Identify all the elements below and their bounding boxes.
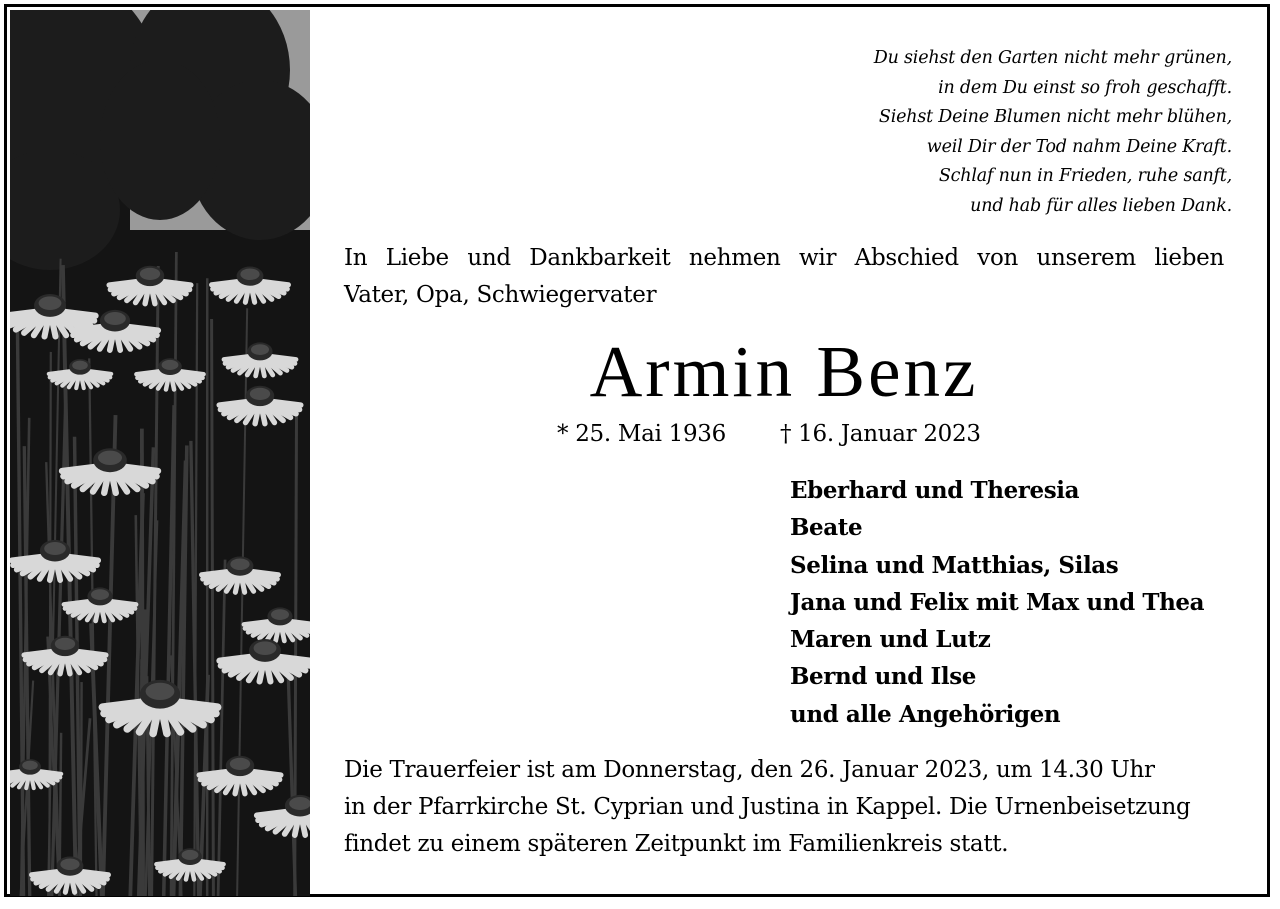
intro-line: In Liebe und Dankbarkeit nehmen wir Abschied von unserem lieben (344, 245, 1224, 271)
poem-line: weil Dir der Tod nahm Deine Kraft. (926, 136, 1232, 157)
birth-date: * 25. Mai 1936 (557, 421, 726, 447)
family-member: Bernd und Ilse (790, 663, 977, 691)
family-member: Eberhard und Theresia (790, 477, 1080, 504)
death-date: † 16. Januar 2023 (779, 421, 981, 447)
life-dates (557, 416, 981, 452)
intro-text (344, 240, 1224, 314)
poem-line: und hab für alles lieben Dank. (970, 195, 1232, 216)
family-list (790, 472, 1204, 733)
poem-line: Siehst Deine Blumen nicht mehr blühen, (878, 107, 1232, 127)
service-line: findet zu einem späteren Zeitpunkt im Familienkreis statt. (344, 831, 1009, 857)
family-member: Maren und Lutz (790, 626, 991, 654)
service-line: in der Pfarrkirche St. Cyprian und Justina in Kappel. Die Urnenbeisetzung (344, 794, 1191, 820)
poem (672, 44, 1232, 221)
poem-line: in dem Du einst so froh geschafft. (938, 77, 1232, 98)
deceased-name: Armin Benz (589, 331, 979, 412)
service-notice (344, 752, 1226, 863)
coneflower-photo (10, 10, 310, 896)
family-member: und alle Angehörigen (790, 700, 1061, 728)
intro-line: Vater, Opa, Schwiegervater (344, 282, 657, 308)
poem-line: Schlaf nun in Frieden, ruhe sanft, (938, 166, 1232, 186)
family-member: Selina und Matthias, Silas (790, 551, 1119, 579)
service-line: Die Trauerfeier ist am Donnerstag, den 26. Januar 2023, um 14.30 Uhr (344, 757, 1155, 783)
flower-illustration (10, 10, 310, 896)
poem-line: Du siehst den Garten nicht mehr grünen, (873, 48, 1232, 68)
family-member: Jana und Felix mit Max und Thea (790, 588, 1205, 616)
family-member: Beate (790, 514, 863, 542)
